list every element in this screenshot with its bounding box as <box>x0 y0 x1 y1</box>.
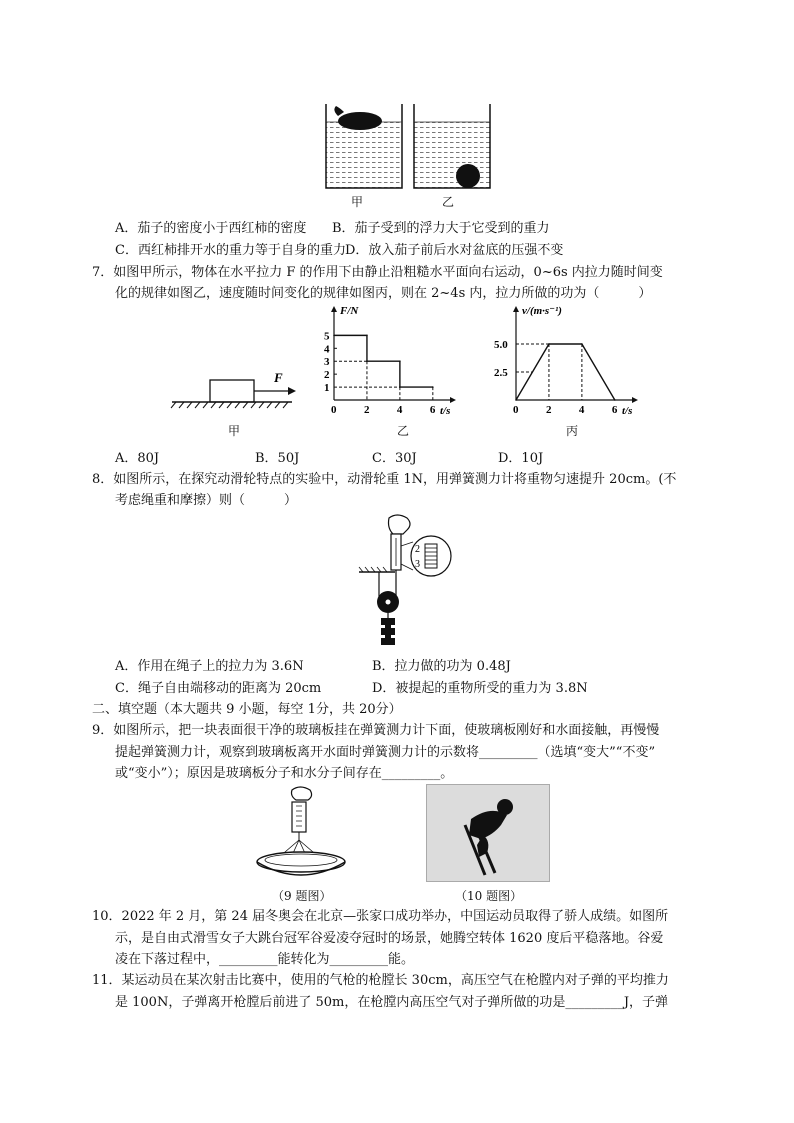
scale-mark-2: 2 <box>415 544 420 555</box>
series-line-0 <box>334 335 433 387</box>
y-tick-label: 3 <box>324 356 330 369</box>
y-axis-arrow <box>331 306 337 312</box>
y-tick-label: 2.5 <box>494 367 508 379</box>
q7-stem-line1: 7．如图甲所示，物体在水平拉力 F 的作用下由静止沿粗糙水平面向右运动，0~6s 内拉力随时间变 <box>92 265 663 280</box>
data-point <box>333 335 335 337</box>
hand-icon-2 <box>292 787 312 800</box>
y-tick-label: 1 <box>324 382 330 395</box>
data-point <box>399 360 401 362</box>
x-tick-label: 6 <box>611 404 618 416</box>
q6-option-d: D．放入茄子前后水对盆底的压强不变 <box>345 243 564 258</box>
y-tick-label: 4 <box>324 343 330 356</box>
q9-stem-line2: 提起弹簧测力计，观察到玻璃板离开水面时弹簧测力计的示数将_________（选填“变大”“不变” <box>115 745 656 760</box>
x-axis-arrow <box>632 397 638 403</box>
chart-velocity-caption: 丙 <box>566 424 579 438</box>
y-axis-label: v/(m·s⁻¹) <box>522 305 562 317</box>
q10-stem-line3: 凌在下落过程中，_________能转化为_________能。 <box>115 952 415 967</box>
x-axis-arrow <box>450 397 456 403</box>
beaker-right <box>414 104 490 188</box>
q8-stem-line2: 考虑绳重和摩擦）则（ ） <box>115 493 298 508</box>
q6-option-a: A．茄子的密度小于西红柿的密度 <box>115 221 307 236</box>
q7-option-a: A．80J <box>115 451 160 466</box>
data-point <box>366 335 368 337</box>
chart-force-time <box>318 306 468 418</box>
spring-scale-icon-2 <box>292 802 306 832</box>
beaker-figure <box>318 100 498 212</box>
x-tick-label: 2 <box>545 404 552 416</box>
q8-option-b: B．拉力做的功为 0.48J <box>372 659 511 674</box>
y-tick-label: 5.0 <box>494 339 508 351</box>
pulley-figure <box>355 512 465 652</box>
q8-stem-line1: 8．如图所示，在探究动滑轮特点的实验中，动滑轮重 1N，用弹簧测力计将重物匀速提升 20cm。(不 <box>92 472 677 487</box>
data-point <box>515 399 517 401</box>
x-tick-label: 4 <box>578 404 585 416</box>
hand-icon <box>389 515 411 534</box>
q6-option-c: C．西红柿排开水的重力等于自身的重力 <box>115 243 346 258</box>
section-2-heading: 二、填空题（本大题共 9 小题，每空 1分，共 20分） <box>92 702 402 717</box>
q10-stem-line2: 示，是自由式滑雪女子大跳台冠军谷爱凌夺冠时的场景，她腾空转体 1620 度后平稳落地。谷爱 <box>115 931 664 946</box>
x-axis-label: t/s <box>440 405 451 417</box>
glass-plate-figure <box>256 784 356 884</box>
y-tick-label: 2 <box>324 369 330 382</box>
tomato-icon <box>456 164 480 188</box>
q9-figure-caption: （9 题图） <box>272 889 332 903</box>
x-axis-label: t/s <box>622 405 633 417</box>
beaker-left <box>326 104 402 188</box>
q8-option-a: A．作用在绳子上的拉力为 3.6N <box>115 659 304 674</box>
q7-stem-line2: 化的规律如图乙，速度随时间变化的规律如图丙，则在 2~4s 内，拉力所做的功为（ ） <box>115 286 652 301</box>
q7-option-c: C．30J <box>372 451 417 466</box>
q11-stem-line2: 是 100N，子弹离开枪膛后前进了 50m，在枪膛内高压空气对子弹所做的功是_________J，子弹 <box>115 995 669 1010</box>
q9-stem-line1: 9．如图所示，把一块表面很干净的玻璃板挂在弹簧测力计下面，使玻璃板刚好和水面接触，再慢慢 <box>92 723 660 738</box>
chart-velocity-time <box>494 305 650 418</box>
series-line-0 <box>516 344 615 400</box>
weights-icon <box>381 618 395 645</box>
q7-option-d: D．10J <box>498 451 544 466</box>
q10-stem-line1: 10．2022 年 2 月，第 24 届冬奥会在北京—张家口成功举办，中国运动员取得了骄人成绩。如图所 <box>92 909 669 924</box>
data-point <box>366 360 368 362</box>
beaker-right-label: 乙 <box>442 195 455 209</box>
y-axis-arrow <box>513 306 519 312</box>
q11-stem-line1: 11．某运动员在某次射击比赛中，使用的气枪的枪膛长 30cm，高压空气在枪膛内对子弹的平均推力 <box>92 973 669 988</box>
force-arrow-icon <box>288 387 296 395</box>
eggplant-icon <box>338 112 382 130</box>
x-tick-label: 0 <box>331 404 337 416</box>
data-point <box>581 343 583 345</box>
chart-force-caption: 乙 <box>397 424 410 438</box>
skier-photo <box>426 784 550 882</box>
q8-option-c: C．绳子自由端移动的距离为 20cm <box>115 681 322 696</box>
q7-fig-jia <box>170 360 300 410</box>
data-point <box>399 386 401 388</box>
x-tick-label: 4 <box>396 404 403 416</box>
y-axis-label: F/N <box>340 305 359 317</box>
scale-mark-3: 3 <box>415 559 420 570</box>
q6-option-b: B．茄子受到的浮力大于它受到的重力 <box>332 221 550 236</box>
x-tick-label: 6 <box>429 404 436 416</box>
force-label: F <box>274 370 283 385</box>
q10-figure-caption: （10 题图） <box>455 889 523 903</box>
q7-fig-jia-caption: 甲 <box>228 424 241 438</box>
data-point <box>614 399 616 401</box>
data-point <box>432 386 434 388</box>
data-point <box>548 343 550 345</box>
y-tick-label: 5 <box>324 330 330 343</box>
q8-option-d: D．被提起的重物所受的重力为 3.8N <box>372 681 588 696</box>
x-tick-label: 2 <box>363 404 370 416</box>
q7-option-b: B．50J <box>255 451 300 466</box>
x-tick-label: 0 <box>513 404 519 416</box>
q9-stem-line3: 或“变小”）；原因是玻璃板分子和水分子间存在_________。 <box>115 766 454 781</box>
beaker-left-label: 甲 <box>351 195 364 209</box>
